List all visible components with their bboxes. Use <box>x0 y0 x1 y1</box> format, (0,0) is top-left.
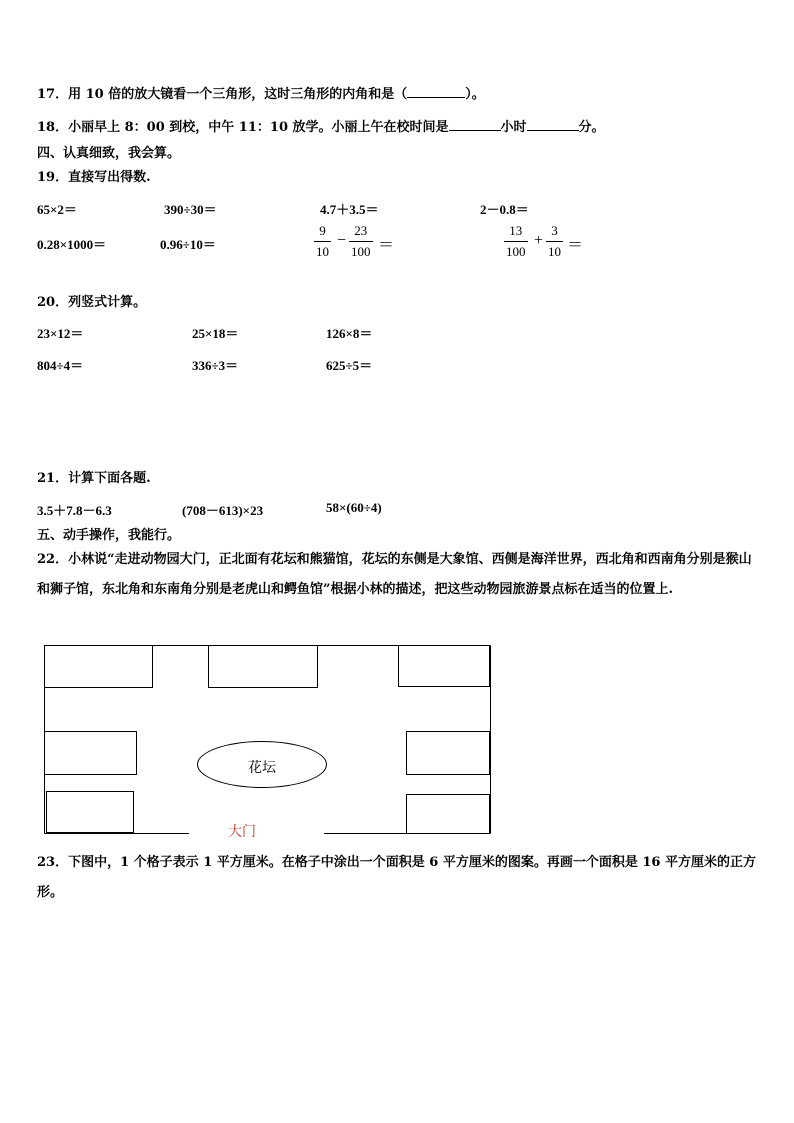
denominator: 10 <box>316 244 329 259</box>
q18-minutes-blank[interactable] <box>527 118 579 131</box>
map-slot-northwest[interactable] <box>44 645 153 688</box>
plus-operator: + <box>534 232 544 249</box>
gate-label: 大门 <box>228 824 256 840</box>
q20-expr-1: 23×12＝ <box>37 326 84 341</box>
map-slot-southwest[interactable] <box>46 791 134 833</box>
q19-expr-1: 65×2＝ <box>37 202 77 217</box>
fraction-9-10 <box>314 223 331 260</box>
denominator: 100 <box>506 244 526 259</box>
section-4-heading: 四、认真细致，我会算。 <box>37 146 181 161</box>
q21-expr-1: 3.5＋7.8－6.3 <box>37 503 112 518</box>
fraction-bar <box>504 241 528 242</box>
fraction-bar <box>314 241 331 242</box>
flowerbed-label: 花坛 <box>248 760 276 776</box>
q21-expr-3: 58×(60÷4) <box>326 500 382 515</box>
q17-answer-blank[interactable] <box>407 85 465 98</box>
q18-hours-label: 小时 <box>500 120 527 135</box>
fraction-bar <box>349 241 373 242</box>
q20-expr-3: 126×8＝ <box>326 326 373 341</box>
fraction-3-10 <box>546 223 563 260</box>
q20-expr-2: 25×18＝ <box>192 326 239 341</box>
fraction-13-100 <box>504 223 528 260</box>
denominator: 100 <box>351 244 371 259</box>
q19-expr-4: 2－0.8＝ <box>480 202 529 217</box>
q22-text: 22．小林说“走进动物园大门，正北面有花坛和熊猫馆，花坛的东侧是大象馆、西侧是海洋世界，西北角和西南角分别是猴山和狮子馆，东北角和东南角分别是老虎山和鳄鱼馆”根据小林的描述，把这些动物园旅游景点标在适当的位置上. <box>37 552 752 597</box>
q19-expr-2: 390÷30＝ <box>164 202 217 217</box>
q19-expr-3: 4.7＋3.5＝ <box>320 202 379 217</box>
numerator: 23 <box>354 223 368 238</box>
q21-title: 21．计算下面各题. <box>37 471 151 486</box>
q17-text: 17．用 10 倍的放大镜看一个三角形，这时三角形的内角和是（ <box>37 87 408 102</box>
map-slot-east[interactable] <box>406 731 490 775</box>
q17-text-end: ）。 <box>465 87 485 102</box>
map-slot-west[interactable] <box>44 731 137 775</box>
q20-expr-6: 625÷5＝ <box>326 358 373 373</box>
question-17 <box>37 83 485 102</box>
q18-hours-blank[interactable] <box>449 118 501 131</box>
q20-expr-5: 336÷3＝ <box>192 358 239 373</box>
fraction-23-100 <box>349 223 373 260</box>
equals-sign: ＝ <box>378 237 395 254</box>
zoo-map <box>44 645 491 840</box>
map-slot-north[interactable] <box>208 645 318 688</box>
numerator: 3 <box>551 223 558 238</box>
q23-text: 23．下图中，1 个格子表示 1 平方厘米。在格子中涂出一个面积是 6 平方厘米的图案。再画一个面积是 16 平方厘米的正方形。 <box>37 855 756 900</box>
numerator: 13 <box>509 223 523 238</box>
denominator: 10 <box>548 244 561 259</box>
fraction-bar <box>546 241 563 242</box>
q21-expr-2: (708－613)×23 <box>182 503 264 518</box>
minus-operator: − <box>337 232 347 249</box>
question-18 <box>37 116 605 135</box>
numerator: 9 <box>319 223 326 238</box>
q18-text: 18．小丽早上 8：00 到校，中午 11：10 放学。小丽上午在校时间是 <box>37 120 449 135</box>
map-slot-southeast[interactable] <box>406 794 490 834</box>
q20-title: 20．列竖式计算。 <box>37 295 147 310</box>
q19-expr-5: 0.28×1000＝ <box>37 237 107 252</box>
equals-sign: ＝ <box>567 237 584 254</box>
q20-expr-4: 804÷4＝ <box>37 358 84 373</box>
map-slot-northeast[interactable] <box>398 645 490 687</box>
q19-title: 19．直接写出得数. <box>37 170 151 185</box>
q19-expr-6: 0.96÷10＝ <box>160 237 216 252</box>
q18-minutes-label: 分。 <box>578 120 605 135</box>
section-5-heading: 五、动手操作，我能行。 <box>37 528 181 543</box>
